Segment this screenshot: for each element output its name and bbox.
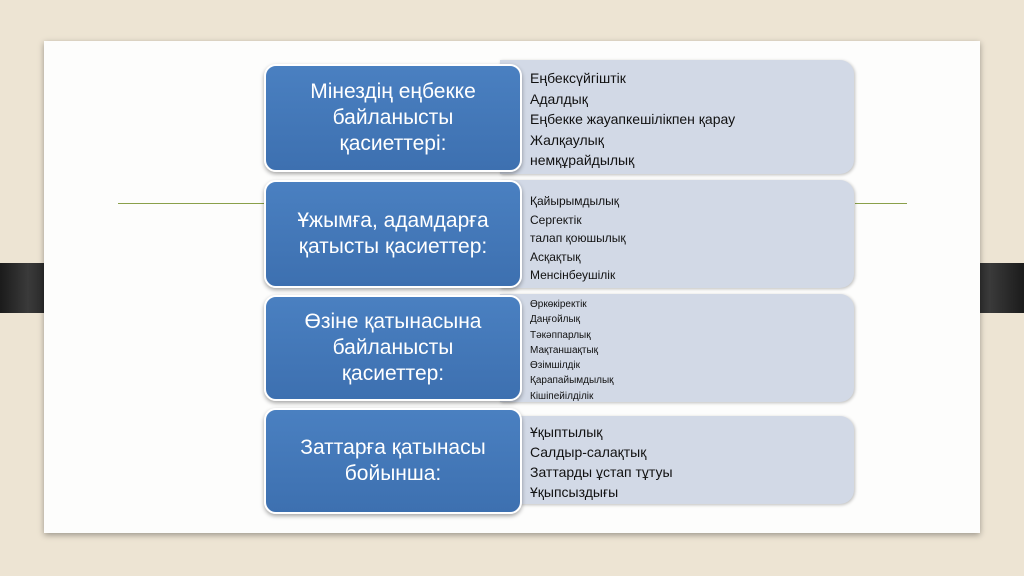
list-item: • Өркөкіректік — [530, 297, 614, 312]
list-item: • Ұқыпсыздығы — [530, 482, 673, 502]
list-item: • Мақтаншақтық — [530, 343, 614, 358]
group-4-list — [530, 422, 673, 502]
group-4-list-panel — [500, 416, 854, 504]
right-divider-line — [855, 203, 907, 204]
group-3-list — [530, 297, 614, 404]
list-item: • Тәкәппарлық — [530, 328, 614, 343]
list-item: • Өзімшілдік — [530, 358, 614, 373]
group-2-list-panel — [500, 180, 854, 288]
list-item: • Кішіпейілділік — [530, 389, 614, 404]
group-4-title: Заттарға қатынасы бойынша: — [300, 436, 486, 485]
left-divider-line — [118, 203, 268, 204]
list-item: • Қайырымдылық — [530, 192, 626, 211]
list-item: • Еңбекке жауапкешілікпен қарау — [530, 109, 735, 130]
group-3-title: Өзіне қатынасына байланысты қасиеттер: — [304, 310, 482, 385]
group-4-title-card — [264, 408, 522, 514]
group-1-list-panel — [500, 60, 854, 174]
list-item: • Салдыр-салақтық — [530, 442, 673, 462]
group-2-title-card — [264, 180, 522, 288]
list-item: • Еңбексүйгіштік — [530, 68, 735, 89]
list-item: • Адалдық — [530, 89, 735, 110]
list-item: • Заттарды ұстап тұтуы — [530, 462, 673, 482]
group-1-title-card — [264, 64, 522, 172]
group-1-title: Мінездің еңбекке байланысты қасиеттері: — [310, 80, 476, 155]
group-1-list — [530, 68, 735, 171]
group-2-list — [530, 192, 626, 285]
list-item: • Ұқыптылық — [530, 422, 673, 442]
group-3-list-panel — [500, 294, 854, 402]
list-item: • Асқақтық — [530, 248, 626, 267]
list-item: • Қарапайымдылық — [530, 373, 614, 388]
list-item: • Даңғойлық — [530, 312, 614, 327]
list-item: • Сергектік — [530, 211, 626, 230]
group-3-title-card — [264, 295, 522, 401]
list-item: • Менсінбеушілік — [530, 266, 626, 285]
list-item: • немқұрайдылық — [530, 150, 735, 171]
list-item: • талап қоюшылық — [530, 229, 626, 248]
list-item: • Жалқаулық — [530, 130, 735, 151]
group-2-title: Ұжымға, адамдарға қатысты қасиеттер: — [297, 209, 489, 258]
